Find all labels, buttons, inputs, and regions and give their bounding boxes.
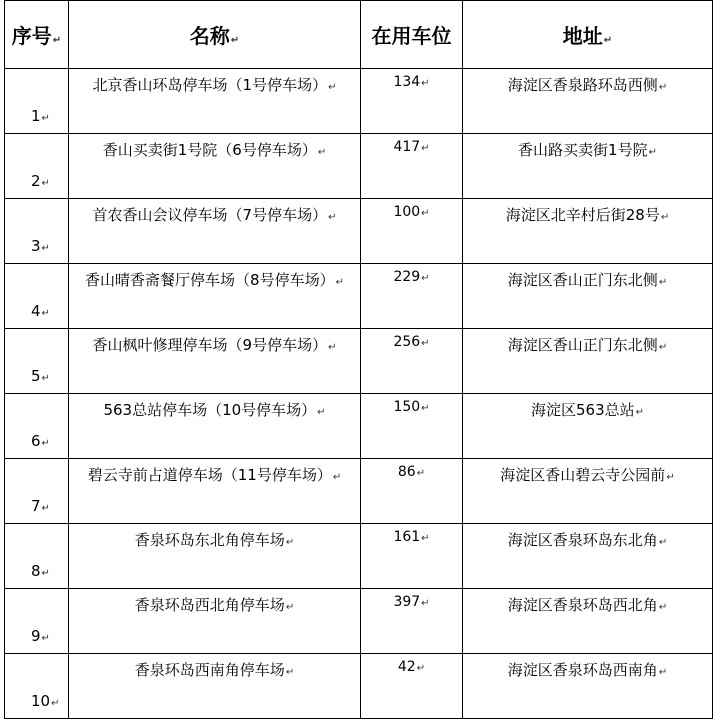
row-name-text: 香山买卖街1号院（6号停车场） — [102, 141, 317, 159]
row-index-cell — [5, 524, 69, 589]
paragraph-mark-icon: ↵ — [328, 342, 337, 353]
paragraph-mark-icon: ↵ — [660, 212, 670, 223]
row-index-text: 3 — [31, 237, 41, 255]
row-address-cell — [463, 459, 713, 524]
paragraph-mark-icon: ↵ — [658, 82, 668, 93]
header-spaces: 在用车位 — [361, 1, 463, 69]
row-spaces-cell — [361, 134, 463, 199]
row-spaces-cell — [361, 264, 463, 329]
table-row — [5, 134, 713, 199]
row-spaces-cell — [361, 329, 463, 394]
row-address-text: 海淀区563总站 — [530, 401, 635, 419]
paragraph-mark-icon: ↵ — [317, 147, 327, 158]
parking-table-container — [4, 0, 713, 719]
row-spaces-text: 397 — [393, 594, 421, 610]
row-spaces-text: 229 — [393, 269, 421, 285]
paragraph-mark-icon: ↵ — [41, 503, 50, 514]
paragraph-mark-icon: ↵ — [328, 82, 337, 93]
paragraph-mark-icon: ↵ — [317, 407, 326, 418]
row-address-cell — [463, 264, 713, 329]
row-index-text: 6 — [31, 432, 41, 450]
paragraph-mark-icon: ↵ — [421, 143, 430, 154]
header-index: 序号↵ — [5, 1, 69, 69]
paragraph-mark-icon: ↵ — [603, 35, 613, 46]
paragraph-mark-icon: ↵ — [421, 208, 430, 219]
row-address-text: 海淀区香泉环岛东北角 — [507, 531, 658, 549]
paragraph-mark-icon: ↵ — [41, 568, 50, 579]
paragraph-mark-icon: ↵ — [421, 403, 430, 414]
row-name-cell — [69, 199, 361, 264]
row-index-cell — [5, 199, 69, 264]
row-name-cell — [69, 524, 361, 589]
paragraph-mark-icon: ↵ — [421, 78, 430, 89]
paragraph-mark-icon: ↵ — [41, 178, 50, 189]
row-name-cell — [69, 134, 361, 199]
paragraph-mark-icon: ↵ — [41, 438, 50, 449]
row-name-text: 碧云寺前占道停车场（11号停车场） — [87, 466, 332, 484]
paragraph-mark-icon: ↵ — [41, 308, 50, 319]
paragraph-mark-icon: ↵ — [230, 35, 240, 46]
row-address-cell — [463, 199, 713, 264]
table-row — [5, 199, 713, 264]
row-name-text: 香泉环岛西南角停车场 — [134, 661, 285, 679]
row-name-text: 首农香山会议停车场（7号停车场） — [92, 206, 328, 224]
row-index-text: 5 — [31, 367, 41, 385]
paragraph-mark-icon: ↵ — [658, 602, 668, 613]
row-index-text: 2 — [31, 172, 41, 190]
row-index-cell — [5, 654, 69, 719]
paragraph-mark-icon: ↵ — [416, 663, 426, 674]
row-index-text: 10 — [31, 692, 51, 710]
row-spaces-text: 42 — [397, 659, 416, 675]
table-row — [5, 394, 713, 459]
row-address-cell — [463, 134, 713, 199]
row-index-text: 8 — [31, 562, 41, 580]
paragraph-mark-icon: ↵ — [52, 35, 62, 46]
row-index-cell — [5, 394, 69, 459]
row-address-text: 香山路买卖街1号院 — [518, 141, 648, 159]
row-spaces-cell — [361, 654, 463, 719]
header-address: 地址↵ — [463, 1, 713, 69]
row-spaces-text: 256 — [393, 334, 421, 350]
paragraph-mark-icon: ↵ — [285, 537, 295, 548]
row-address-text: 海淀区香山正门东北侧 — [507, 336, 658, 354]
row-address-cell — [463, 524, 713, 589]
row-index-cell — [5, 459, 69, 524]
paragraph-mark-icon: ↵ — [666, 472, 675, 483]
row-spaces-cell — [361, 199, 463, 264]
row-address-text: 海淀区香泉路环岛西侧 — [507, 76, 658, 94]
paragraph-mark-icon: ↵ — [635, 407, 645, 418]
paragraph-mark-icon: ↵ — [421, 598, 430, 609]
table-row — [5, 264, 713, 329]
row-name-text: 香山枫叶修理停车场（9号停车场） — [92, 336, 328, 354]
header-row — [5, 1, 713, 69]
row-spaces-cell — [361, 459, 463, 524]
paragraph-mark-icon: ↵ — [658, 537, 668, 548]
paragraph-mark-icon: ↵ — [332, 472, 342, 483]
table-row — [5, 524, 713, 589]
row-address-text: 海淀区北辛村后街28号 — [505, 206, 660, 224]
paragraph-mark-icon: ↵ — [421, 533, 430, 544]
row-name-cell — [69, 264, 361, 329]
row-spaces-cell — [361, 69, 463, 134]
paragraph-mark-icon: ↵ — [51, 698, 60, 709]
row-name-cell — [69, 69, 361, 134]
row-index-text: 4 — [31, 302, 41, 320]
row-spaces-cell — [361, 394, 463, 459]
row-spaces-cell — [361, 524, 463, 589]
table-row — [5, 69, 713, 134]
table-row — [5, 329, 713, 394]
paragraph-mark-icon: ↵ — [416, 468, 426, 479]
row-spaces-text: 100 — [393, 204, 421, 220]
paragraph-mark-icon: ↵ — [421, 338, 430, 349]
paragraph-mark-icon: ↵ — [285, 602, 295, 613]
row-address-text: 海淀区香山正门东北侧 — [507, 271, 658, 289]
row-name-cell — [69, 329, 361, 394]
row-spaces-text: 86 — [397, 464, 416, 480]
paragraph-mark-icon: ↵ — [421, 273, 430, 284]
table-row — [5, 459, 713, 524]
row-address-cell — [463, 69, 713, 134]
row-name-cell — [69, 394, 361, 459]
paragraph-mark-icon: ↵ — [41, 373, 50, 384]
paragraph-mark-icon: ↵ — [648, 147, 657, 158]
row-index-cell — [5, 329, 69, 394]
row-name-text: 563总站停车场（10号停车场） — [103, 401, 317, 419]
paragraph-mark-icon: ↵ — [335, 277, 344, 288]
parking-table — [4, 0, 713, 719]
row-name-cell — [69, 459, 361, 524]
paragraph-mark-icon: ↵ — [41, 113, 50, 124]
row-name-text: 香泉环岛西北角停车场 — [134, 596, 285, 614]
row-spaces-text: 417 — [393, 139, 421, 155]
row-name-text: 北京香山环岛停车场（1号停车场） — [92, 76, 328, 94]
row-address-cell — [463, 394, 713, 459]
paragraph-mark-icon: ↵ — [658, 277, 668, 288]
row-index-cell — [5, 69, 69, 134]
row-index-text: 7 — [31, 497, 41, 515]
row-address-text: 海淀区香山碧云寺公园前 — [500, 466, 666, 484]
row-spaces-text: 150 — [393, 399, 421, 415]
row-address-text: 海淀区香泉环岛西北角 — [507, 596, 658, 614]
paragraph-mark-icon: ↵ — [41, 243, 50, 254]
row-index-cell — [5, 264, 69, 329]
row-index-text: 1 — [31, 107, 41, 125]
row-index-text: 9 — [31, 627, 41, 645]
row-address-text: 海淀区香泉环岛西南角 — [507, 661, 658, 679]
row-index-cell — [5, 134, 69, 199]
paragraph-mark-icon: ↵ — [658, 342, 668, 353]
table-row — [5, 654, 713, 719]
row-name-text: 香山晴香斋餐厅停车场（8号停车场） — [85, 271, 335, 289]
paragraph-mark-icon: ↵ — [285, 667, 295, 678]
row-address-cell — [463, 654, 713, 719]
paragraph-mark-icon: ↵ — [328, 212, 337, 223]
header-name: 名称↵ — [69, 1, 361, 69]
paragraph-mark-icon: ↵ — [41, 633, 50, 644]
row-address-cell — [463, 329, 713, 394]
row-name-text: 香泉环岛东北角停车场 — [134, 531, 285, 549]
row-name-cell — [69, 654, 361, 719]
paragraph-mark-icon: ↵ — [658, 667, 668, 678]
row-spaces-text: 161 — [393, 529, 421, 545]
row-spaces-text: 134 — [393, 74, 421, 90]
